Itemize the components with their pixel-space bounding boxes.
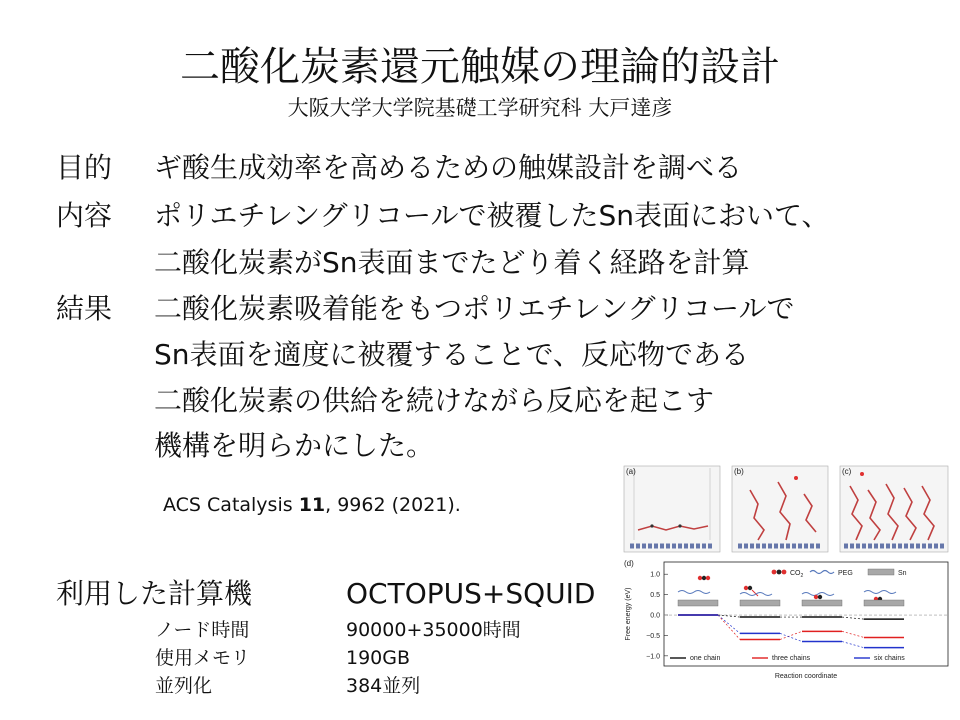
spec-value-memory: 190GB bbox=[346, 647, 411, 669]
co2-legend-icon bbox=[777, 570, 782, 575]
computer-heading: 利用した計算機 bbox=[56, 577, 253, 610]
page-subtitle: 大阪大学大学院基礎工学研究科 大戸達彦 bbox=[287, 96, 673, 120]
y-tick-label: −0.5 bbox=[646, 632, 660, 640]
citation bbox=[163, 492, 461, 518]
content-label: 内容 bbox=[56, 199, 113, 232]
energy-plot bbox=[624, 559, 948, 680]
co2-state-icon bbox=[698, 576, 702, 580]
panel-label: (b) bbox=[734, 467, 744, 476]
research-figure bbox=[618, 460, 954, 684]
panel-label: (c) bbox=[842, 467, 852, 476]
co2-state-icon bbox=[706, 576, 710, 580]
result-line: 機構を明らかにした。 bbox=[154, 429, 435, 462]
structure-panels bbox=[624, 466, 948, 552]
co2-state-icon bbox=[702, 576, 706, 580]
sn-state-icon bbox=[864, 600, 904, 606]
atom bbox=[678, 524, 681, 527]
computer-name: OCTOPUS+SQUID bbox=[346, 577, 596, 610]
sn-state-icon bbox=[678, 600, 718, 606]
purpose-label: 目的 bbox=[56, 151, 113, 184]
sn-state-icon bbox=[802, 600, 842, 606]
citation-rest: , 9962 (2021). bbox=[325, 494, 461, 516]
legend-sn: Sn bbox=[898, 570, 907, 577]
citation-volume: 11 bbox=[298, 494, 326, 516]
panel-b bbox=[732, 466, 828, 552]
co2-molecule bbox=[860, 472, 864, 476]
result-line: 二酸化炭素の供給を続けながら反応を起こす bbox=[154, 384, 715, 417]
y-tick-label: −1.0 bbox=[646, 653, 660, 661]
spec-label-parallel: 並列化 bbox=[155, 675, 213, 697]
y-tick-label: 1.0 bbox=[650, 571, 660, 579]
y-tick-label: 0.5 bbox=[650, 592, 660, 600]
y-tick-label: 0.0 bbox=[650, 612, 660, 620]
content-line: 二酸化炭素がSn表面までたどり着く経路を計算 bbox=[154, 246, 750, 279]
co2-state-icon bbox=[748, 586, 752, 590]
x-axis-label: Reaction coordinate bbox=[774, 673, 838, 680]
purpose-line: ギ酸生成効率を高めるための触媒設計を調べる bbox=[154, 151, 743, 184]
panel-a-frame bbox=[624, 466, 720, 552]
co2-state-icon bbox=[818, 595, 822, 599]
content-line: ポリエチレングリコールで被覆したSn表面において、 bbox=[154, 199, 830, 232]
spec-label-node-hours: ノード時間 bbox=[155, 619, 250, 641]
result-label: 結果 bbox=[56, 292, 113, 325]
panel-label: (d) bbox=[624, 559, 634, 568]
spec-label-memory: 使用メモリ bbox=[155, 647, 251, 669]
panel-a bbox=[624, 466, 720, 552]
citation-journal: ACS Catalysis bbox=[163, 494, 293, 516]
legend-three-chains: three chains bbox=[772, 655, 811, 662]
co2-legend-icon bbox=[782, 570, 787, 575]
panel-c bbox=[840, 466, 948, 552]
sn-state-icon bbox=[740, 600, 780, 606]
legend-six-chains: six chains bbox=[874, 655, 905, 662]
co2-state-icon bbox=[814, 595, 818, 599]
result-line: Sn表面を適度に被覆することで、反応物である bbox=[154, 338, 749, 371]
co2-legend-icon bbox=[772, 570, 777, 575]
co2-state-icon bbox=[744, 586, 748, 590]
y-axis-label: Free energy (eV) bbox=[625, 587, 632, 641]
legend-one-chain: one chain bbox=[690, 655, 721, 662]
panel-label: (a) bbox=[626, 467, 636, 476]
co2-molecule bbox=[794, 476, 798, 480]
spec-value-node-hours: 90000+35000時間 bbox=[346, 619, 521, 641]
atom bbox=[650, 524, 653, 527]
legend-co2: $CO_2$ bbox=[790, 570, 804, 579]
page-title: 二酸化炭素還元触媒の理論的設計 bbox=[180, 44, 780, 90]
spec-value-parallel: 384並列 bbox=[346, 675, 421, 697]
legend-peg: PEG bbox=[838, 570, 853, 577]
panel-b-frame bbox=[732, 466, 828, 552]
result-line: 二酸化炭素吸着能をもつポリエチレングリコールで bbox=[154, 292, 795, 325]
sn-legend-icon bbox=[868, 569, 894, 575]
